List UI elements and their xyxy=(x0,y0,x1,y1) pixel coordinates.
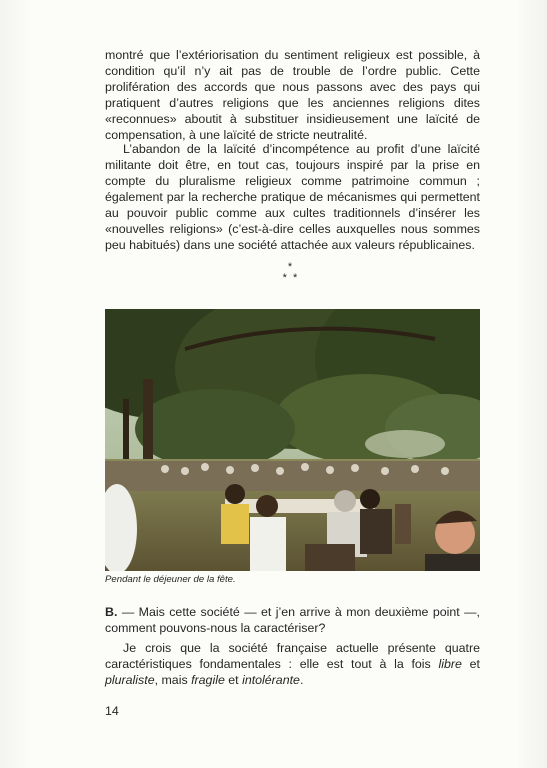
asterism-top: * xyxy=(287,261,293,273)
paragraph-four-characteristics xyxy=(105,640,484,688)
section-b-paragraph xyxy=(105,604,480,636)
closing-connector-1: et xyxy=(461,657,484,671)
closing-lead: Je crois que la société française actuelle présente quatre caractéristiques fondamentales : elle est tout à la fois xyxy=(105,641,480,671)
person-yellow-shirt xyxy=(221,504,249,544)
festival-lunch-photo xyxy=(105,309,480,571)
closing-connector-2: , mais xyxy=(154,673,192,687)
term-fragile: fragile xyxy=(191,673,225,687)
section-b-text: — Mais cette société — et j’en arrive à mon deuxième point —, comment pouvons-nous la caractériser? xyxy=(105,605,480,635)
photo-caption: Pendant le déjeuner de la fête. xyxy=(105,574,236,585)
paragraph-militant-laicity: L’abandon de la laïcité d’incompétence au profit d’une laïcité militante doit être, en tout cas, toujours inspiré par la prise en compte du pluralisme religieux comme patrimoine commun ; également par la recherche pratique de mécanismes qui permettent au pouvoir public comme aux cultes traditionnels d’insérer les «nouvelles religions» (c’est-à-dire celles auxquelles nous sommes peu habitués) dans une société attachée aux valeurs républicaines. xyxy=(105,142,480,252)
term-pluraliste: pluraliste xyxy=(105,673,155,687)
asterism-bottom: * * xyxy=(282,272,298,284)
page-number: 14 xyxy=(105,704,119,718)
term-libre: libre xyxy=(438,657,462,671)
paragraph-neutrality: montré que l’extériorisation du sentiment religieux est possible, à condition qu’il n’y ait pas de trouble de l’ordre public. Cette prolifération des accords que nous passons avec des pays qui pratiquent d’autres religions que les anciennes religions dites «reconnues» aboutit à substituer insidieusement une laïcité de compensation, à une laïcité de stricte neutralité. xyxy=(105,48,480,142)
photo-illustration xyxy=(105,309,480,571)
closing-connector-3: et xyxy=(224,673,243,687)
asterism-separator xyxy=(270,262,310,292)
closing-end: . xyxy=(299,673,304,687)
section-b-label: B. xyxy=(105,605,118,619)
term-intolerante: intolérante xyxy=(242,673,300,687)
person-white-shirt xyxy=(250,517,286,571)
